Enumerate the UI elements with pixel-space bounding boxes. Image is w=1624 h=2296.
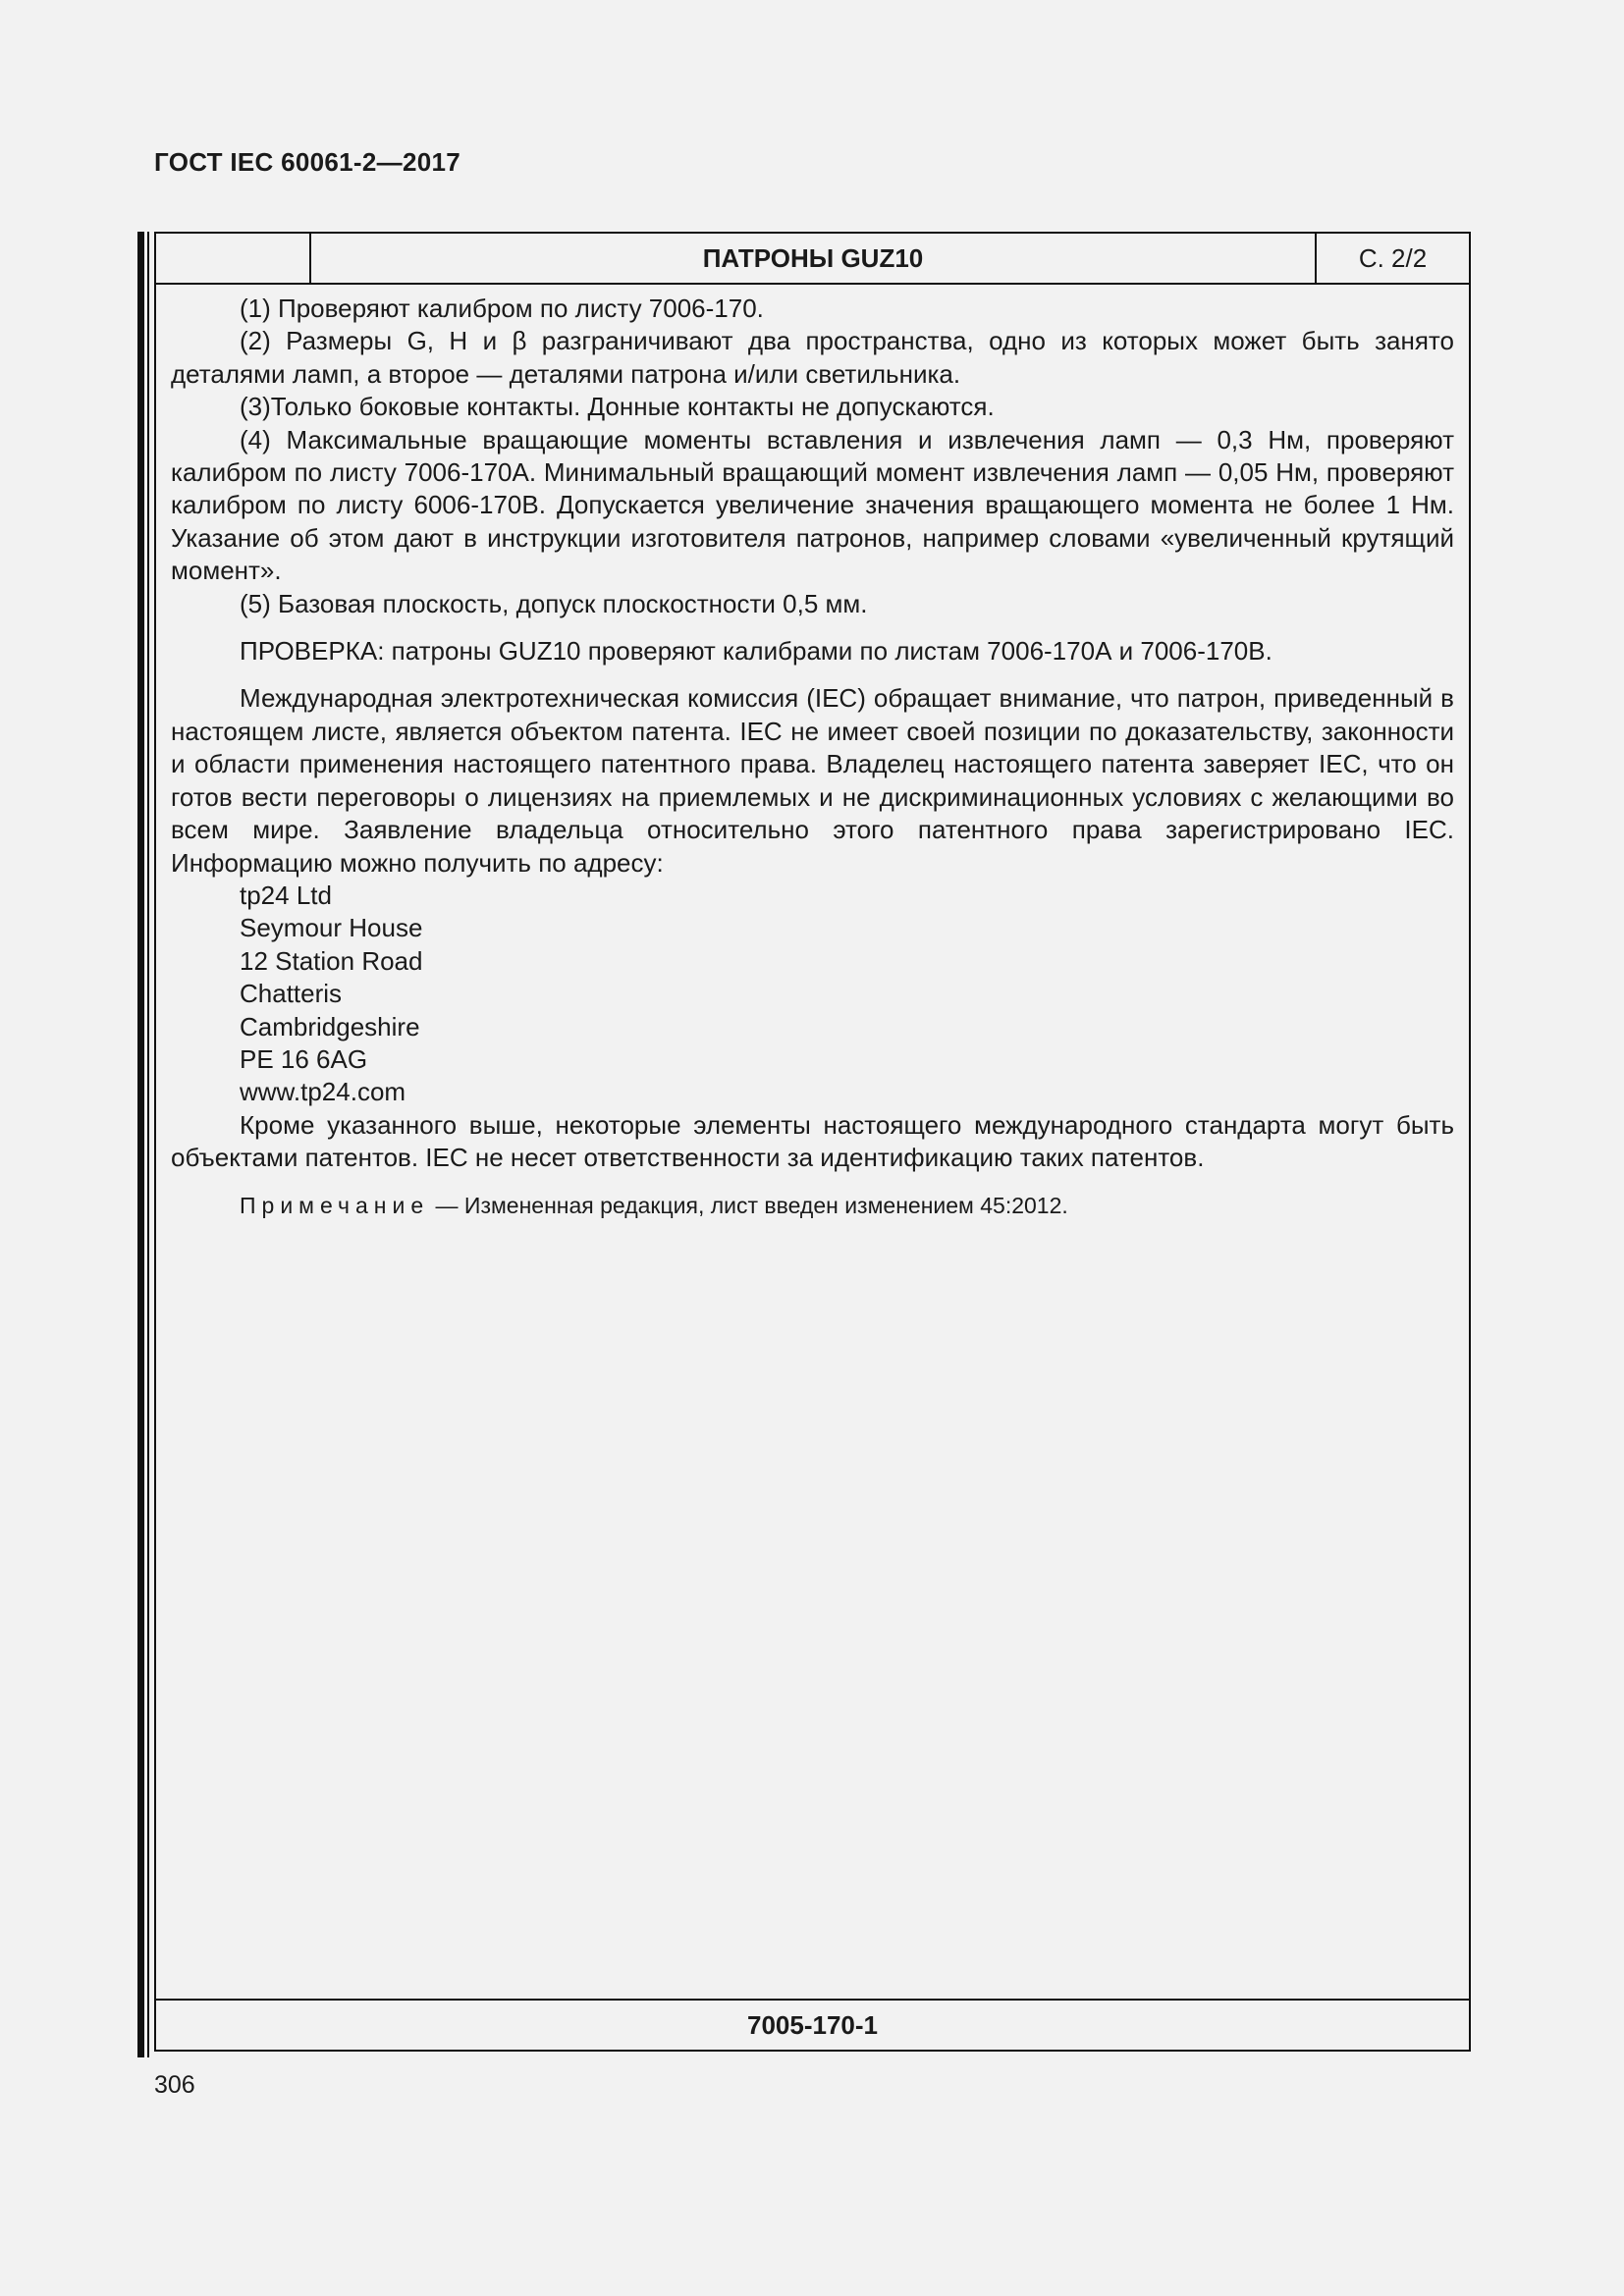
sheet-number: 7005-170-1 [156,1999,1469,2050]
sheet-content [171,293,1454,1222]
note-5: (5) Базовая плоскость, допуск плоскостности 0,5 мм. [240,588,868,618]
other-patents-paragraph: Кроме указанного выше, некоторые элементы настоящего международного стандарта могут быть объектами патентов. IEC не несет ответственности за идентификацию таких патентов. [171,1109,1454,1173]
note-dash: — [435,1192,459,1218]
page-number: 306 [154,2071,195,2099]
sheet-page-indicator: С. 2/2 [1358,242,1428,273]
address-line: 12 Station Road [240,945,423,976]
check-paragraph: ПРОВЕРКА: патроны GUZ10 проверяют калибрами по листам 7006-170А и 7006-170В. [240,636,1272,667]
sheet-title: ПАТРОНЫ GUZ10 [311,234,1317,283]
binding-rule-thin [147,232,149,2057]
note-4: (4) Максимальные вращающие моменты вставления и извлечения ламп — 0,3 Нм, проверяют калибром по листу 7006-170А. Минимальный вращающий момент извлечения ламп — 0,05 Нм, проверяют калибром по листу 6006-170В. Допускается увеличение значения вращающего момента не более 1 Нм. Указание об этом дают в инструкции изготовителя патронов, например словами «увеличенный крутящий момент». [171,424,1454,586]
title-block-blank-cell [156,234,311,283]
document-header: ГОСТ IEC 60061-2—2017 [154,147,460,177]
note-label: Примечание [240,1192,430,1218]
note-2: (2) Размеры G, H и β разграничивают два пространства, одно из которых может быть занято деталями ламп, а второе — деталями патрона и/или светильника. [171,326,1454,389]
address-line: Seymour House [240,913,423,943]
note-3: (3)Только боковые контакты. Донные контакты не допускаются. [240,392,995,422]
patent-paragraph: Международная электротехническая комиссия (IEC) обращает внимание, что патрон, приведенный в настоящем листе, является объектом патента. IEC не имеет своей позиции по доказательству, законности и области применения настоящего патентного права. Владелец настоящего патента заверяет IEC, что он готов вести переговоры о лицензиях на приемлемых и не дискриминационных условиях с желающими во всем мире. Заявление владельца относительно этого патентного права зарегистрировано IEC. Информацию можно получить по адресу: [171,683,1454,878]
note-1: (1) Проверяют калибром по листу 7006-170. [240,294,764,323]
address-website: www.tp24.com [240,1077,406,1107]
sheet-frame [154,232,1471,2052]
address-line: Chatteris [240,979,343,1009]
note-paragraph [171,1190,1454,1222]
address-line: Cambridgeshire [240,1011,420,1041]
note-text: Измененная редакция, лист введен изменением 45:2012. [463,1192,1068,1218]
address-line: tp24 Ltd [240,880,332,910]
address-line: PE 16 6AG [240,1043,368,1074]
binding-rule-thick [137,232,144,2057]
title-block [156,234,1469,285]
